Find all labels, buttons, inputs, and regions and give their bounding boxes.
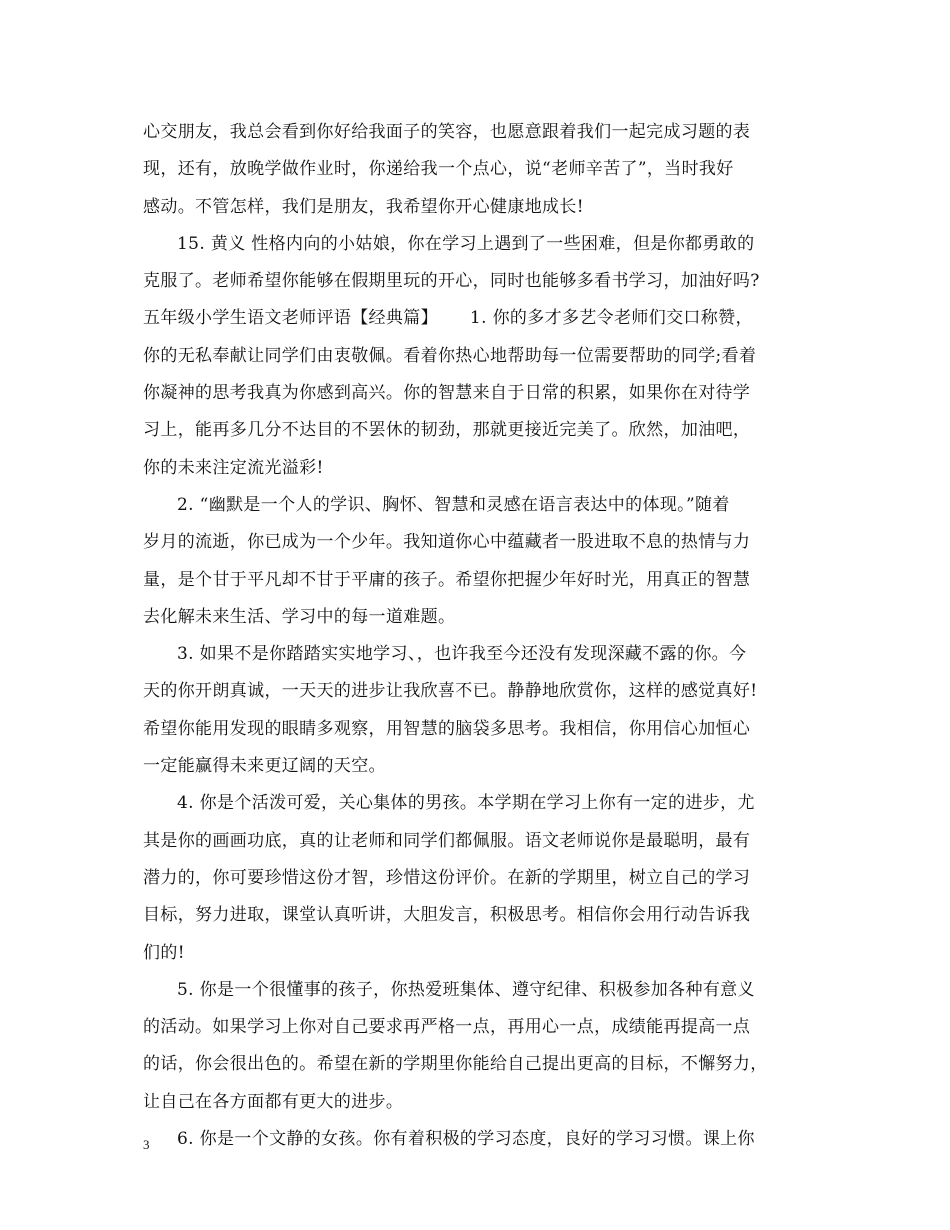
- text-line: 习上，能再多几分不达目的不罢休的韧劲，那就更接近完美了。欣然，加油吧，: [143, 420, 751, 441]
- text-line: 的话，你会很出色的。希望在新的学期里你能给自己提出更高的目标，不懈努力，: [143, 1054, 768, 1075]
- paragraph-start-line: 3. 如果不是你踏踏实实地学习、，也许我至今还没有发现深藏不露的你。今: [177, 644, 747, 665]
- text-line: 潜力的，你可要珍惜这份才智，珍惜这份评价。在新的学期里，树立自己的学习: [143, 867, 751, 888]
- text-line: 心交朋友，我总会看到你好给我面子的笑容，也愿意跟着我们一起完成习题的表: [143, 122, 751, 142]
- text-line: 感动。不管怎样，我们是朋友，我希望你开心健康地成长!: [143, 196, 584, 217]
- text-line: 让自己在各方面都有更大的进步。: [143, 1091, 404, 1112]
- text-line: 去化解未来生活、学习中的每一道难题。: [143, 606, 456, 627]
- text-line: 你的无私奉献让同学们由衷敬佩。看着你热心地帮助每一位需要帮助的同学;看着: [143, 345, 757, 366]
- paragraph-start-line: 2. “幽默是一个人的学识、胸怀、智慧和灵感在语言表达中的体现。”随着: [177, 494, 730, 515]
- paragraph-start-line: 5. 你是一个很懂事的孩子，你热爱班集体、遵守纪律、积极参加各种有意义: [177, 979, 755, 1000]
- text-line: 一定能赢得未来更辽阔的天空。: [143, 756, 386, 777]
- paragraph-start-line: 4. 你是个活泼可爱，关心集体的男孩。本学期在学习上你有一定的进步，尤: [177, 793, 755, 814]
- text-line: 天的你开朗真诚，一天天的进步让我欣喜不已。静静地欣赏你，这样的感觉真好!: [143, 681, 758, 702]
- text-line: 们的!: [143, 942, 185, 963]
- section-title-line: 五年级小学生语文老师评语【经典篇】 1. 你的多才多艺令老师们交口称赞，: [143, 308, 753, 329]
- text-line: 你凝神的思考我真为你感到高兴。你的智慧来自于日常的积累，如果你在对待学: [143, 383, 751, 404]
- text-line: 的活动。如果学习上你对自己要求再严格一点，再用心一点，成绩能再提高一点: [143, 1017, 751, 1038]
- text-line: 克服了。老师希望你能够在假期里玩的开心，同时也能够多看书学习，加油好吗?: [143, 271, 760, 292]
- text-line: 希望你能用发现的眼睛多观察，用智慧的脑袋多思考。我相信，你用信心加恒心: [143, 718, 751, 739]
- text-line: 现，还有，放晚学做作业时，你递给我一个点心，说“老师辛苦了”，当时我好: [143, 159, 734, 180]
- paragraph-start-line: 15. 黄义 性格内向的小姑娘，你在学习上遇到了一些困难，但是你都勇敢的: [177, 233, 755, 254]
- text-line: 量，是个甘于平凡却不甘于平庸的孩子。希望你把握少年好时光，用真正的智慧: [143, 569, 751, 590]
- text-line: 其是你的画画功底，真的让老师和同学们都佩服。语文老师说你是最聪明，最有: [143, 830, 751, 851]
- paragraph-start-line: 6. 你是一个文静的女孩。你有着积极的学习态度，良好的学习习惯。课上你: [177, 1129, 755, 1150]
- text-line: 岁月的流逝，你已成为一个少年。我知道你心中蕴藏者一股进取不息的热情与力: [143, 532, 751, 553]
- page-number: 3: [143, 1137, 150, 1152]
- text-line: 你的未来注定流光溢彩!: [143, 457, 324, 478]
- text-line: 目标，努力进取，课堂认真听讲，大胆发言，积极思考。相信你会用行动告诉我: [143, 905, 751, 926]
- document-body: [143, 114, 813, 1158]
